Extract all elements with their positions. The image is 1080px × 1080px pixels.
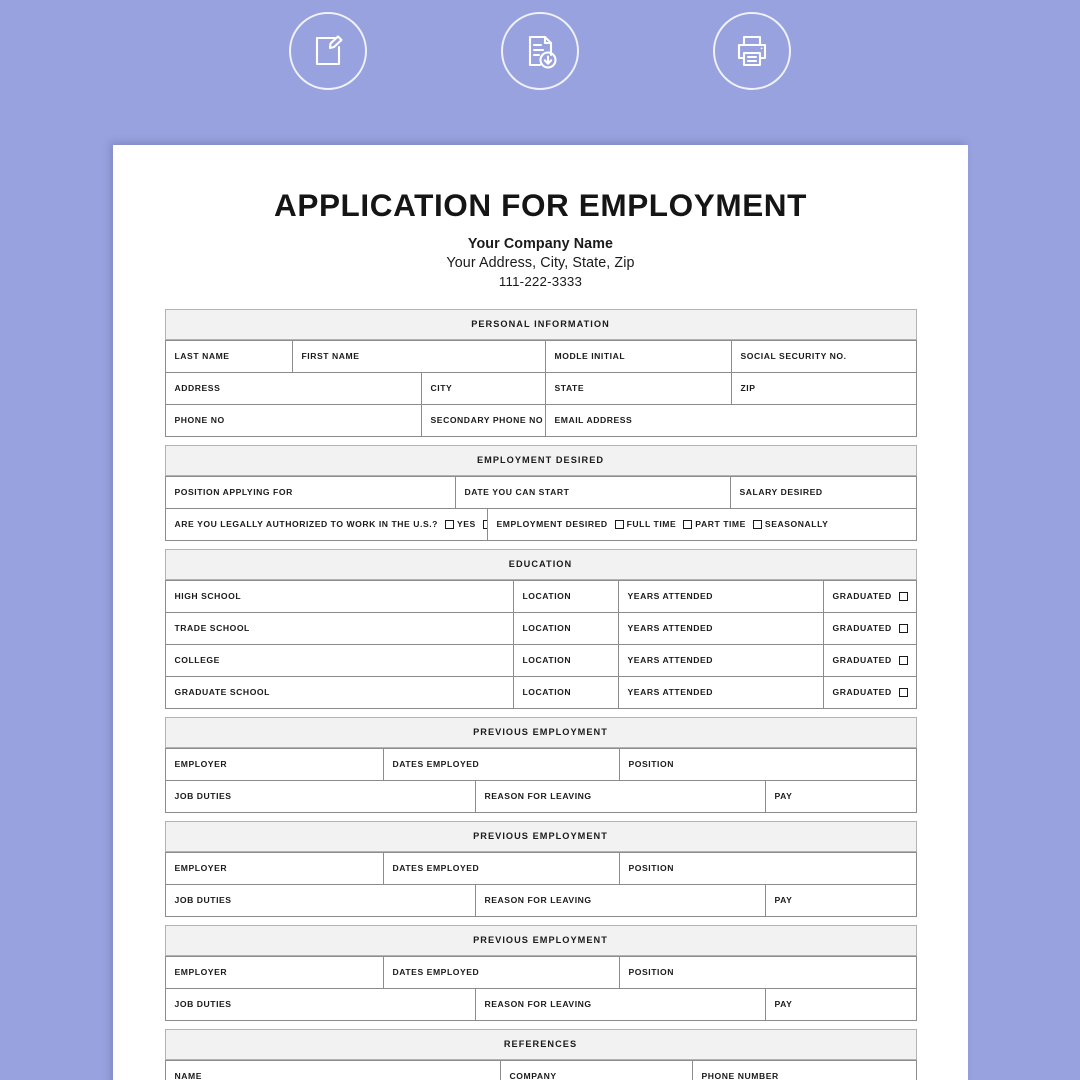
field-city[interactable]: CITY (422, 373, 546, 404)
checkbox-full-time[interactable] (615, 520, 624, 529)
field-position-1[interactable]: POSITION (628, 759, 674, 770)
section-personal-information (165, 309, 917, 437)
field-secondary-phone-no[interactable]: SECONDARY PHONE NO (422, 405, 546, 436)
page-title: APPLICATION FOR EMPLOYMENT (273, 187, 807, 223)
work-authorization-question: ARE YOU LEGALLY AUTHORIZED TO WORK IN THE U.S.? (174, 519, 438, 530)
section-employment-desired (165, 445, 917, 541)
field-middle-initial[interactable]: MODLE INITIAL (546, 341, 732, 372)
section-title-previous-employment-3: PREVIOUS EMPLOYMENT (165, 925, 917, 956)
section-previous-employment-3 (165, 925, 917, 1021)
column-header-company: COMPANY (501, 1061, 693, 1080)
checkbox-label-part-time: PART TIME (695, 519, 746, 530)
field-college[interactable]: COLLEGE (166, 645, 514, 676)
field-employment-type (488, 509, 916, 540)
field-date-you-can-start[interactable]: DATE YOU CAN START (456, 477, 731, 508)
checkbox-label-yes: YES (456, 519, 476, 530)
section-education (165, 549, 917, 709)
company-phone: 111-222-3333 (498, 273, 583, 289)
graduated-label: GRADUATED (832, 591, 892, 602)
table-row (165, 1060, 917, 1080)
edit-document-button[interactable] (289, 12, 367, 90)
field-first-name[interactable]: FIRST NAME (293, 341, 546, 372)
printer-icon (732, 31, 772, 71)
checkbox-graduated-high-school[interactable] (899, 592, 908, 601)
checkbox-graduated-college[interactable] (899, 656, 908, 665)
company-name: Your Company Name (467, 235, 614, 252)
section-title-employment-desired: EMPLOYMENT DESIRED (165, 445, 917, 476)
field-employer-3[interactable]: EMPLOYER (166, 957, 384, 988)
field-job-duties-2[interactable]: JOB DUTIES (166, 885, 476, 916)
field-graduate-school-graduated (824, 677, 916, 708)
section-previous-employment-2 (165, 821, 917, 917)
field-dates-employed-3[interactable]: DATES EMPLOYED (384, 957, 620, 988)
field-job-duties-3[interactable]: JOB DUTIES (166, 989, 476, 1020)
field-zip[interactable]: ZIP (740, 383, 756, 394)
section-title-personal-information: PERSONAL INFORMATION (165, 309, 917, 340)
table-row (165, 580, 917, 613)
table-row (165, 340, 917, 373)
field-dates-employed-1[interactable]: DATES EMPLOYED (384, 749, 620, 780)
download-document-icon (520, 31, 560, 71)
checkbox-label-full-time: FULL TIME (626, 519, 677, 530)
company-address: Your Address, City, State, Zip (446, 254, 635, 271)
field-graduate-school-location[interactable]: LOCATION (514, 677, 619, 708)
table-row (165, 613, 917, 645)
field-position-applying-for[interactable]: POSITION APPLYING FOR (166, 477, 456, 508)
field-state[interactable]: STATE (546, 373, 732, 404)
field-job-duties-1[interactable]: JOB DUTIES (166, 781, 476, 812)
field-pay-1[interactable]: PAY (774, 791, 793, 802)
table-row (165, 373, 917, 405)
table-row (165, 509, 917, 541)
field-last-name[interactable]: LAST NAME (166, 341, 293, 372)
section-title-previous-employment-2: PREVIOUS EMPLOYMENT (165, 821, 917, 852)
field-social-security-no[interactable]: SOCIAL SECURITY NO. (740, 351, 847, 362)
document-action-toolbar (0, 0, 1080, 145)
field-salary-desired[interactable]: SALARY DESIRED (739, 487, 823, 498)
field-email-address[interactable]: EMAIL ADDRESS (554, 415, 633, 426)
field-trade-school-years[interactable]: YEARS ATTENDED (619, 613, 824, 644)
field-work-authorization (166, 509, 488, 540)
table-row (165, 645, 917, 677)
field-graduate-school-years[interactable]: YEARS ATTENDED (619, 677, 824, 708)
field-trade-school-location[interactable]: LOCATION (514, 613, 619, 644)
table-row (165, 852, 917, 885)
graduated-label: GRADUATED (832, 655, 892, 666)
field-reason-for-leaving-1[interactable]: REASON FOR LEAVING (476, 781, 766, 812)
field-graduate-school[interactable]: GRADUATE SCHOOL (166, 677, 514, 708)
field-trade-school[interactable]: TRADE SCHOOL (166, 613, 514, 644)
field-phone-no[interactable]: PHONE NO (166, 405, 422, 436)
print-document-button[interactable] (713, 12, 791, 90)
column-header-phone-number: PHONE NUMBER (701, 1071, 779, 1080)
document-header (113, 145, 968, 289)
graduated-label: GRADUATED (832, 687, 892, 698)
checkbox-graduated-graduate-school[interactable] (899, 688, 908, 697)
field-reason-for-leaving-2[interactable]: REASON FOR LEAVING (476, 885, 766, 916)
table-row (165, 956, 917, 989)
section-previous-employment-1 (165, 717, 917, 813)
field-pay-2[interactable]: PAY (774, 895, 793, 906)
graduated-label: GRADUATED (832, 623, 892, 634)
table-row (165, 885, 917, 917)
table-row (165, 781, 917, 813)
field-high-school-location[interactable]: LOCATION (514, 581, 619, 612)
checkbox-graduated-trade-school[interactable] (899, 624, 908, 633)
table-row (165, 677, 917, 709)
field-address[interactable]: ADDRESS (166, 373, 422, 404)
section-title-previous-employment-1: PREVIOUS EMPLOYMENT (165, 717, 917, 748)
field-dates-employed-2[interactable]: DATES EMPLOYED (384, 853, 620, 884)
checkbox-authorized-yes[interactable] (445, 520, 454, 529)
field-trade-school-graduated (824, 613, 916, 644)
download-document-button[interactable] (501, 12, 579, 90)
field-high-school-graduated (824, 581, 916, 612)
section-references (165, 1029, 917, 1080)
field-pay-3[interactable]: PAY (774, 999, 793, 1010)
field-college-location[interactable]: LOCATION (514, 645, 619, 676)
field-employer-1[interactable]: EMPLOYER (166, 749, 384, 780)
section-title-references: REFERENCES (165, 1029, 917, 1060)
field-reason-for-leaving-3[interactable]: REASON FOR LEAVING (476, 989, 766, 1020)
application-form-page (113, 145, 968, 1080)
checkbox-seasonally[interactable] (753, 520, 762, 529)
table-row (165, 989, 917, 1021)
field-position-3[interactable]: POSITION (628, 967, 674, 978)
table-row (165, 476, 917, 509)
field-high-school[interactable]: HIGH SCHOOL (166, 581, 514, 612)
edit-document-icon (308, 31, 348, 71)
section-title-education: EDUCATION (165, 549, 917, 580)
field-college-graduated (824, 645, 916, 676)
field-employer-2[interactable]: EMPLOYER (166, 853, 384, 884)
field-position-2[interactable]: POSITION (628, 863, 674, 874)
checkbox-part-time[interactable] (683, 520, 692, 529)
checkbox-label-seasonally: SEASONALLY (764, 519, 829, 530)
field-college-years[interactable]: YEARS ATTENDED (619, 645, 824, 676)
field-high-school-years[interactable]: YEARS ATTENDED (619, 581, 824, 612)
table-row (165, 405, 917, 437)
employment-type-label: EMPLOYMENT DESIRED (496, 519, 608, 530)
table-row (165, 748, 917, 781)
column-header-name: NAME (166, 1061, 501, 1080)
